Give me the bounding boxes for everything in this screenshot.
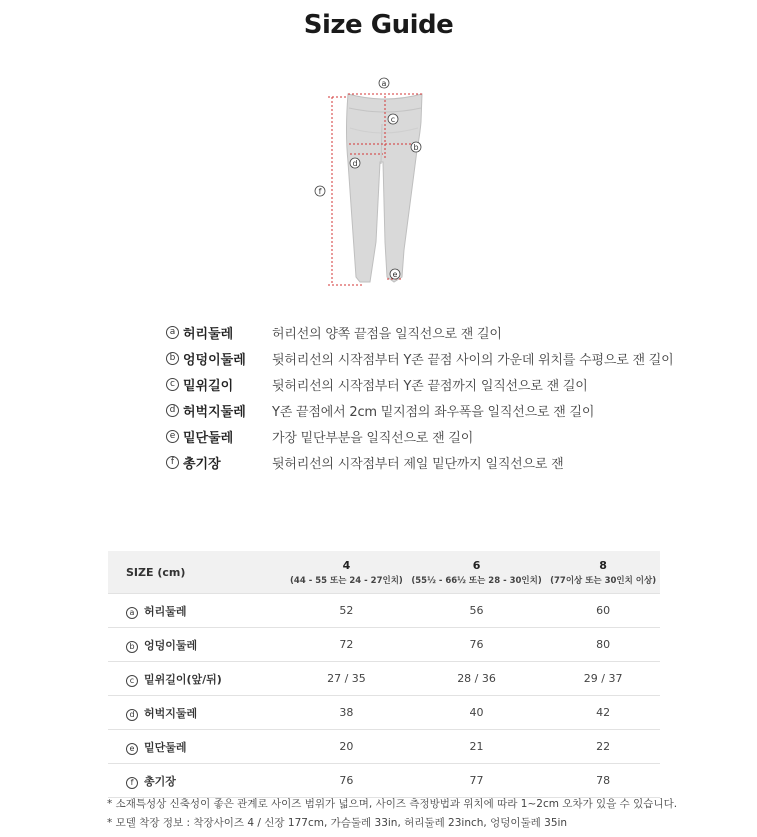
marker-a-icon: a [166, 326, 179, 339]
footnotes [107, 795, 677, 833]
table-cell: 77 [407, 764, 546, 798]
definition-term: 총기장 [183, 456, 221, 472]
table-cell: 21 [407, 730, 546, 764]
table-row [108, 696, 660, 730]
marker-b-icon: b [166, 352, 179, 365]
table-row [108, 628, 660, 662]
marker-c-icon: c [166, 378, 179, 391]
size-column-note: (44 - 55 또는 24 - 27인치) [290, 575, 403, 586]
size-column-6 [407, 551, 546, 594]
definition-item [166, 452, 564, 472]
definition-desc: 가장 밑단부분을 일직선으로 잰 길이 [272, 430, 474, 446]
marker-e-icon: e [126, 743, 138, 755]
row-label-text: 허리둘레 [144, 604, 187, 618]
marker-a: a [381, 79, 387, 88]
definition-item [166, 374, 588, 394]
table-row [108, 730, 660, 764]
marker-d-icon: d [126, 709, 138, 721]
marker-a-icon: a [126, 607, 138, 619]
definition-term: 밑단둘레 [183, 430, 234, 446]
marker-f-icon: f [166, 456, 179, 469]
definition-desc: 뒷허리선의 시작점부터 Y존 끝점 사이의 가운데 위치를 수평으로 잰 길이 [272, 352, 674, 368]
definition-term: 허벅지둘레 [183, 404, 246, 420]
page-title: Size Guide [303, 10, 454, 40]
definition-desc: 뒷허리선의 시작점부터 Y존 끝점까지 일직선으로 잰 길이 [272, 378, 588, 394]
row-label-text: 총기장 [144, 774, 176, 788]
table-cell: 29 / 37 [546, 662, 660, 696]
footnote: * 소재특성상 신축성이 좋은 관계로 사이즈 범위가 넓으며, 사이즈 측정방법과 위치에 따라 1~2cm 오차가 있을 수 있습니다. [107, 798, 678, 810]
definition-desc: 허리선의 양쪽 끝점을 일직선으로 잰 길이 [272, 326, 502, 342]
row-label [108, 594, 286, 628]
marker-b-icon: b [126, 641, 138, 653]
pants-silhouette [347, 94, 423, 282]
row-label [108, 696, 286, 730]
table-cell: 28 / 36 [407, 662, 546, 696]
definition-desc: Y존 끝점에서 2cm 밑지점의 좌우폭을 일직선으로 잰 길이 [272, 404, 595, 420]
table-row [108, 594, 660, 628]
row-label-text: 밑위길이(앞/뒤) [144, 672, 222, 686]
table-cell: 80 [546, 628, 660, 662]
size-column-value: 6 [472, 558, 481, 572]
row-label-text: 엉덩이둘레 [144, 638, 198, 652]
table-cell: 22 [546, 730, 660, 764]
row-label [108, 662, 286, 696]
marker-c: c [390, 115, 396, 124]
size-column-4 [286, 551, 407, 594]
definition-term: 밑위길이 [183, 378, 234, 394]
table-cell: 27 / 35 [286, 662, 407, 696]
marker-d: d [352, 159, 358, 168]
row-label-text: 허벅지둘레 [144, 706, 198, 720]
definition-item [166, 426, 473, 446]
definition-item [166, 348, 674, 368]
table-cell: 20 [286, 730, 407, 764]
size-column-value: 4 [342, 558, 351, 572]
row-label [108, 628, 286, 662]
table-cell: 38 [286, 696, 407, 730]
table-row [108, 764, 660, 798]
marker-f-icon: f [126, 777, 138, 789]
row-label-text: 밑단둘레 [144, 740, 187, 754]
table-cell: 72 [286, 628, 407, 662]
size-column-note: (55½ - 66½ 또는 28 - 30인치) [411, 575, 542, 586]
definition-term: 엉덩이둘레 [183, 352, 246, 368]
row-label [108, 730, 286, 764]
definition-item [166, 322, 502, 342]
size-column-8 [546, 551, 660, 594]
marker-f: f [318, 187, 322, 196]
table-cell: 42 [546, 696, 660, 730]
size-table [108, 551, 660, 798]
row-label [108, 764, 286, 798]
definition-item [166, 400, 594, 420]
definition-term: 허리둘레 [183, 326, 234, 342]
pants-measurement-diagram [290, 72, 440, 292]
size-column-value: 8 [599, 558, 607, 572]
table-cell: 60 [546, 594, 660, 628]
marker-c-icon: c [126, 675, 138, 687]
table-cell: 76 [286, 764, 407, 798]
table-row [108, 662, 660, 696]
marker-d-icon: d [166, 404, 179, 417]
table-cell: 78 [546, 764, 660, 798]
marker-b: b [413, 143, 419, 152]
marker-e: e [392, 270, 398, 279]
table-cell: 52 [286, 594, 407, 628]
table-cell: 56 [407, 594, 546, 628]
size-table-header [108, 551, 660, 594]
footnote: * 모델 착장 정보 : 착장사이즈 4 / 신장 177cm, 가슴둘레 33in, 허리둘레 23inch, 엉덩이둘레 35in [107, 817, 568, 829]
table-cell: 40 [407, 696, 546, 730]
size-column-note: (77이상 또는 30인치 이상) [550, 575, 657, 586]
table-cell: 76 [407, 628, 546, 662]
definition-desc: 뒷허리선의 시작점부터 제일 밑단까지 일직선으로 잰 [272, 456, 564, 472]
size-header-label: SIZE (cm) [108, 551, 286, 594]
marker-e-icon: e [166, 430, 179, 443]
